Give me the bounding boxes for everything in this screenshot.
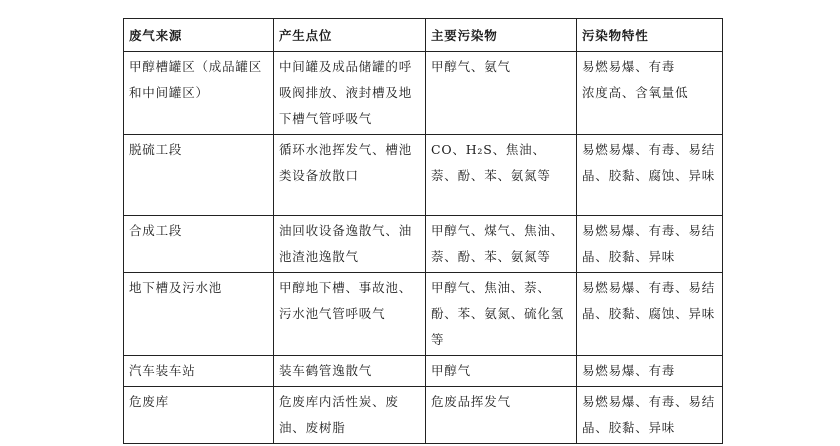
cell-characteristics: 易燃易爆、有毒、易结晶、胶黏、腐蚀、异味 <box>577 273 723 356</box>
cell-pollutants: CO、H₂S、焦油、萘、酚、苯、氨氮等 <box>426 135 577 216</box>
cell-source: 脱硫工段 <box>124 135 274 216</box>
cell-characteristics: 易燃易爆、有毒、易结晶、胶黏、异味 <box>577 387 723 444</box>
cell-characteristics: 易燃易爆、有毒、易结晶、胶黏、异味 <box>577 216 723 273</box>
table-row <box>124 52 723 135</box>
header-location: 产生点位 <box>274 19 426 52</box>
cell-source: 危废库 <box>124 387 274 444</box>
table-row <box>124 387 723 444</box>
table-header-row <box>124 19 723 52</box>
cell-pollutants: 危废品挥发气 <box>426 387 577 444</box>
cell-source: 甲醇槽罐区（成品罐区和中间罐区） <box>124 52 274 135</box>
cell-characteristics: 易燃易爆、有毒 浓度高、含氧量低 <box>577 52 723 135</box>
cell-location: 甲醇地下槽、事故池、污水池气管呼吸气 <box>274 273 426 356</box>
header-characteristics: 污染物特性 <box>577 19 723 52</box>
cell-location: 装车鹤管逸散气 <box>274 356 426 387</box>
cell-characteristics: 易燃易爆、有毒 <box>577 356 723 387</box>
cell-pollutants: 甲醇气、氨气 <box>426 52 577 135</box>
header-pollutants: 主要污染物 <box>426 19 577 52</box>
cell-source: 合成工段 <box>124 216 274 273</box>
cell-pollutants: 甲醇气 <box>426 356 577 387</box>
table-row <box>124 273 723 356</box>
cell-characteristics: 易燃易爆、有毒、易结晶、胶黏、腐蚀、异味 <box>577 135 723 216</box>
cell-pollutants: 甲醇气、焦油、萘、酚、苯、氨氮、硫化氢等 <box>426 273 577 356</box>
table-row <box>124 356 723 387</box>
table-row <box>124 216 723 273</box>
cell-location: 循环水池挥发气、槽池类设备放散口 <box>274 135 426 216</box>
pollutant-table <box>123 18 723 444</box>
cell-pollutants: 甲醇气、煤气、焦油、萘、酚、苯、氨氮等 <box>426 216 577 273</box>
cell-location: 危废库内活性炭、废油、废树脂 <box>274 387 426 444</box>
cell-location: 油回收设备逸散气、油池渣池逸散气 <box>274 216 426 273</box>
table-row <box>124 135 723 216</box>
header-source: 废气来源 <box>124 19 274 52</box>
cell-location: 中间罐及成品储罐的呼吸阀排放、液封槽及地下槽气管呼吸气 <box>274 52 426 135</box>
cell-source: 汽车装车站 <box>124 356 274 387</box>
cell-source: 地下槽及污水池 <box>124 273 274 356</box>
